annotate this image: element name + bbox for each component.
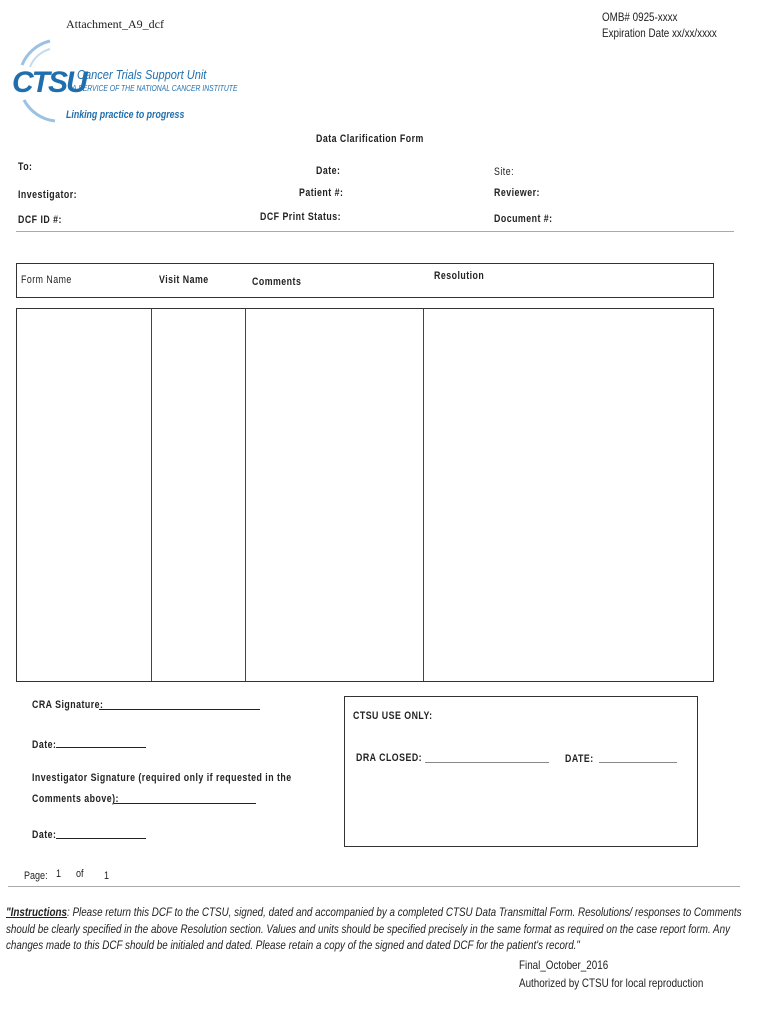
column-visit-name: Visit Name — [159, 274, 209, 286]
table-header — [16, 263, 714, 298]
column-comments: Comments — [252, 276, 302, 288]
ctsu-use-only-box — [344, 696, 698, 847]
instructions — [6, 904, 744, 954]
site-label: Site: — [494, 166, 515, 178]
ctsu-date-label: DATE: — [565, 753, 594, 765]
ctsu-date-field[interactable] — [599, 762, 677, 763]
logo-name: Cancer Trials Support Unit — [77, 67, 207, 82]
investigator-signature-label-2: Comments above): — [32, 793, 119, 805]
cra-signature-label: CRA Signature: — [32, 699, 104, 711]
form-title: Data Clarification Form — [316, 133, 424, 145]
to-label: To: — [18, 161, 33, 173]
dra-closed-field[interactable] — [425, 762, 549, 763]
page-of: of — [76, 868, 84, 880]
form-version: Final_October_2016 — [519, 958, 609, 972]
page-current: 1 — [56, 868, 62, 880]
date-label: Date: — [316, 165, 341, 177]
omb-number: OMB# 0925-xxxx — [602, 10, 678, 24]
logo-abbr: CTSU — [12, 66, 86, 99]
column-resolution: Resolution — [434, 270, 485, 282]
date1-field[interactable] — [56, 735, 146, 748]
attachment-label: Attachment_A9_dcf — [66, 17, 164, 31]
instructions-lead: "Instructions — [6, 905, 67, 919]
dcf-id-label: DCF ID #: — [18, 214, 62, 226]
logo-service: A SERVICE OF THE NATIONAL CANCER INSTITUTE — [72, 84, 238, 93]
date2-field[interactable] — [56, 826, 146, 839]
column-divider — [423, 309, 424, 681]
expiration-date: Expiration Date xx/xx/xxxx — [602, 26, 717, 40]
column-divider — [151, 309, 152, 681]
column-form-name: Form Name — [21, 274, 72, 286]
authorization-note: Authorized by CTSU for local reproduction — [519, 976, 704, 990]
investigator-label: Investigator: — [18, 189, 78, 201]
logo-tagline: Linking practice to progress — [66, 109, 185, 121]
column-divider — [245, 309, 246, 681]
cra-signature-field[interactable] — [99, 697, 260, 710]
investigator-signature-field[interactable] — [114, 791, 256, 804]
document-label: Document #: — [494, 213, 553, 225]
date2-label: Date: — [32, 829, 57, 841]
investigator-signature-label-1: Investigator Signature (required only if requested in the — [32, 772, 292, 784]
print-status-label: DCF Print Status: — [260, 211, 342, 223]
patient-label: Patient #: — [299, 187, 344, 199]
instructions-text: : Please return this DCF to the CTSU, signed, dated and accompanied by a completed CTSU Data Transmittal Form. Resolutions/ responses to Comments should be clearly specified in the above Resolution section. Values and units should be specified precisely in the same format as required on the case report form. Any changes made to this DCF should be initialed and dated. Please retain a copy of the signed and dated DCF for the patient's record." — [6, 905, 742, 952]
date1-label: Date: — [32, 739, 57, 751]
page-total: 1 — [104, 870, 110, 882]
reviewer-label: Reviewer: — [494, 187, 540, 199]
page-label: Page: — [24, 870, 48, 882]
ctsu-use-only-title: CTSU USE ONLY: — [353, 710, 433, 722]
divider — [8, 886, 740, 887]
table-body[interactable] — [16, 308, 714, 682]
divider — [16, 231, 734, 232]
dra-closed-label: DRA CLOSED: — [356, 752, 423, 764]
